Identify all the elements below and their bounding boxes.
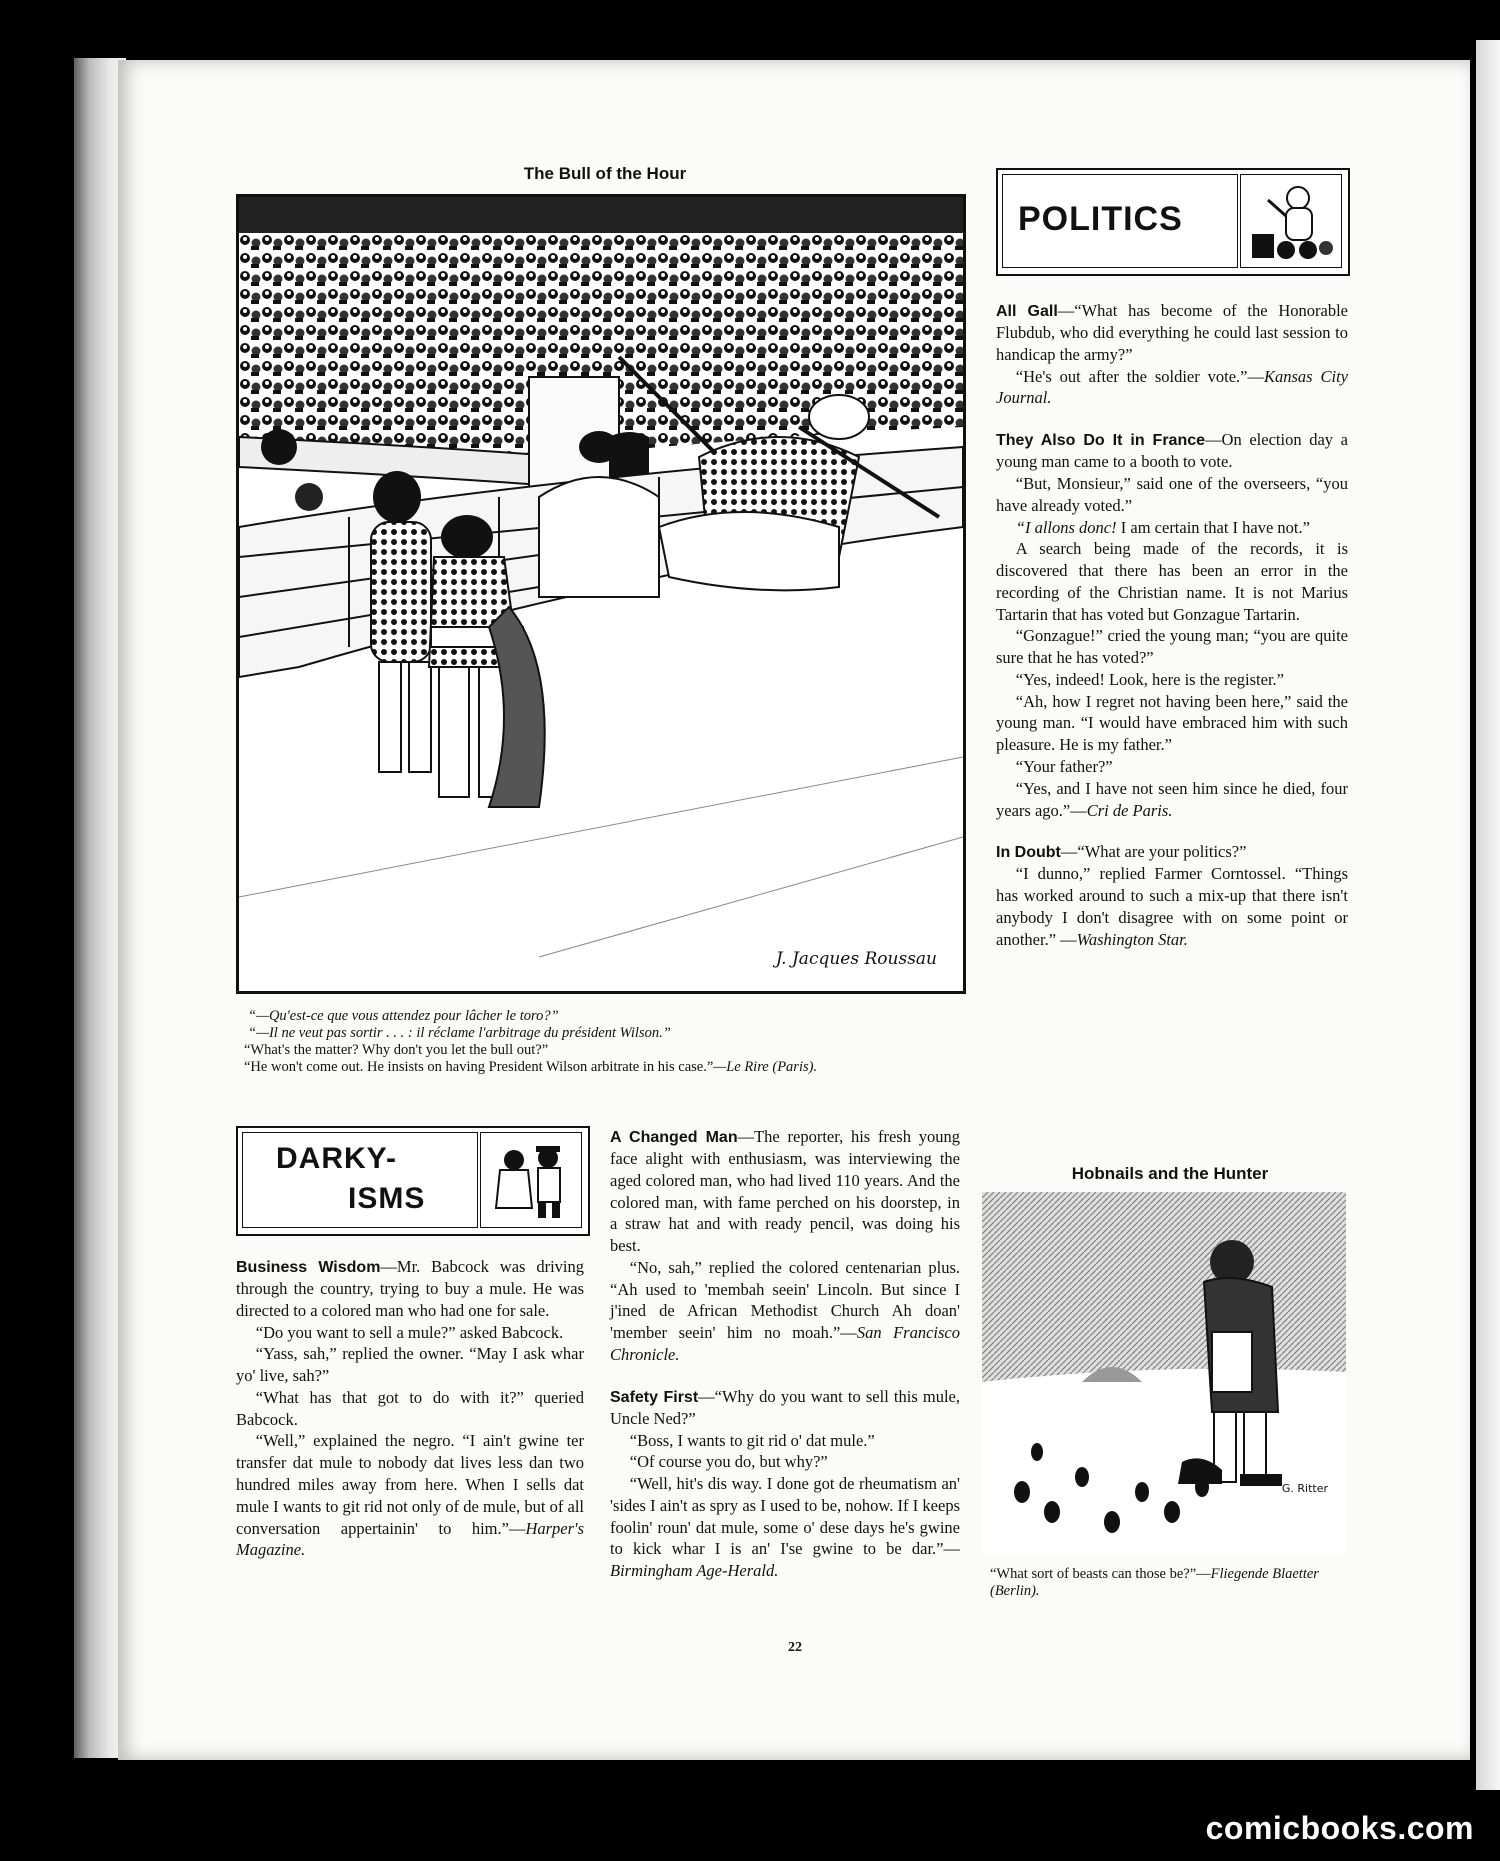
joke-source: Washington Star. [1076, 929, 1188, 949]
joke-text: “Of course you do, but why?” [629, 1452, 828, 1472]
joke-text: “But, Monsieur,” said one of the overseers, “you have already voted.” [996, 474, 1348, 515]
joke-source: Harper's Magazine. [236, 1518, 584, 1560]
darkyisms-left-column [236, 1256, 584, 1561]
joke-in-doubt [996, 841, 1348, 863]
joke-text: “What has that got to do with it?” queried Babcock. [236, 1387, 584, 1429]
joke-safety-first [610, 1386, 960, 1430]
facing-page-edge [1476, 40, 1500, 1790]
joke-text: “Your father?” [1015, 757, 1113, 776]
joke-all-gall [996, 300, 1348, 366]
caption-english-line-1: “What's the matter? Why don't you let the bull out?” [244, 1042, 549, 1059]
hobnails-caption-text: “What sort of beasts can those be?”— [990, 1566, 1211, 1582]
bull-cartoon-title: The Bull of the Hour [523, 164, 687, 183]
joke-source: Kansas City Journal. [996, 366, 1348, 408]
hunter-drawing [982, 1192, 1346, 1554]
bullring-drawing [239, 197, 963, 991]
joke-text: “Ah, how I regret not having been here,” said the young man. “I would have embraced him with such pleasure. He is my father.” [996, 691, 1348, 755]
joke-text: A search being made of the records, it is discovered that there has been an error in the recording of the Christian name. It is not Marius Tartarin that has voted but Gonzague Tartarin. [996, 539, 1348, 624]
hobnails-caption [990, 1566, 1340, 1600]
darkyisms-title-line-1: DARKY- [276, 1142, 398, 1175]
joke-text: —The reporter, his fresh young face alight with enthusiasm, was interviewing the aged colored man, who had lived 110 years. And the colored man, with fame perched on his doorstep, in a straw hat and with ready pencil, was doing his best. [610, 1127, 960, 1256]
joke-text: “I dunno,” replied Farmer Corntossel. “Things has worked around to such a mix-up that there isn't anybody I don't disagree with on some point or another.” — [996, 864, 1348, 949]
caption-english-line-2: “He won't come out. He insists on having President Wilson arbitrate in his case.” [244, 1059, 714, 1076]
joke-text: —“Why do you want to sell this mule, Uncle Ned?” [610, 1386, 960, 1428]
joke-lead: All Gall [996, 303, 1058, 320]
joke-text: “Well, hit's dis way. I done got de rheumatism an' 'sides I ain't as spry as I used to be, nohow. If I keeps foolin' roun' dat mule, some o' dese days he's gwine to kick whar I is an' I'se gwine to be dar.”— [610, 1474, 960, 1559]
joke-lead: They Also Do It in France [996, 432, 1206, 450]
hobnails-title: Hobnails and the Hunter [1071, 1164, 1269, 1183]
joke-text: —“What has become of the Honorable Flubdub, who did everything he could last session to handicap the army?” [996, 301, 1348, 364]
joke-business-wisdom [236, 1256, 584, 1322]
joke-source: Cri de Paris. [1086, 800, 1173, 820]
joke-text: “I allons donc! [1015, 517, 1117, 537]
joke-lead: Safety First [610, 1388, 699, 1406]
joke-source: Birmingham Age-Herald. [610, 1561, 779, 1581]
hobnails-illustration [982, 1192, 1346, 1554]
politics-title: POLITICS [1018, 200, 1183, 238]
joke-changed-man [610, 1126, 960, 1257]
joke-text: —“What are your politics?” [1060, 842, 1247, 862]
joke-france [996, 429, 1348, 473]
hobnails-caption-source: Fliegende Blaetter (Berlin). [990, 1566, 1319, 1600]
joke-text: —Mr. Babcock was driving through the country, trying to buy a mule. He was directed to a colored man who had one for sale. [236, 1257, 584, 1320]
joke-text: I am certain that I have not.” [1116, 517, 1310, 537]
hobnails-signature: G. Ritter [1281, 1482, 1328, 1495]
joke-text: “Boss, I wants to git rid o' dat mule.” [629, 1430, 875, 1450]
darkyisms-header-box [236, 1126, 590, 1236]
joke-text: “Yes, and I have not seen him since he died, four years ago.”— [996, 778, 1348, 820]
bull-cartoon-illustration [236, 194, 966, 994]
joke-lead: Business Wisdom [236, 1259, 381, 1276]
page-number: 22 [788, 1640, 802, 1655]
joke-text: “Yass, sah,” replied the owner. “May I ask whar yo' live, sah?” [236, 1344, 584, 1386]
darkyisms-title-line-2: ISMS [348, 1182, 426, 1215]
joke-lead: In Doubt [996, 844, 1061, 862]
darkyisms-right-column [610, 1126, 960, 1582]
joke-text: —On election day a young man came to a booth to vote. [996, 430, 1348, 472]
joke-text: “Gonzague!” cried the young man; “you are quite sure that he has voted?” [996, 626, 1348, 668]
joke-source: San Francisco Chronicle. [610, 1323, 960, 1364]
darkyisms-figures-icon [486, 1136, 576, 1224]
politics-header-box [996, 168, 1350, 276]
joke-text: “He's out after the soldier vote.”— [1015, 366, 1264, 386]
joke-text: “Yes, indeed! Look, here is the register.” [1015, 669, 1285, 689]
joke-text: “Do you want to sell a mule?” asked Babcock. [255, 1322, 564, 1342]
site-watermark: comicbooks.com [1205, 1810, 1474, 1846]
caption-french-line-1: “—Qu'est-ce que vous attendez pour lâcher le toro?” [248, 1008, 559, 1024]
bull-cartoon-signature: J. Jacques Roussau [775, 949, 937, 969]
politics-column [996, 300, 1348, 950]
bull-cartoon-caption [244, 1008, 960, 1076]
joke-text: “No, sah,” replied the colored centenarian plus. “Ah used to 'membah seein' Lincoln. But since I j'ined de African Methodist Church Ah doan' 'member seein' him no moah.”— [610, 1257, 960, 1343]
caption-source: —Le Rire (Paris). [713, 1059, 818, 1076]
politics-orator-icon [1246, 178, 1336, 264]
caption-french-line-2: “—Il ne veut pas sortir . . . : il réclame l'arbitrage du président Wilson.” [248, 1025, 671, 1042]
joke-text: “Well,” explained the negro. “I ain't gwine ter transfer dat mule to nobody dat lives less dan two hundred miles away from here. When I sells dat mule I wants to git rid not only of de mule, but of all conversation appertainin' to him.”— [236, 1431, 584, 1538]
joke-lead: A Changed Man [610, 1129, 738, 1146]
